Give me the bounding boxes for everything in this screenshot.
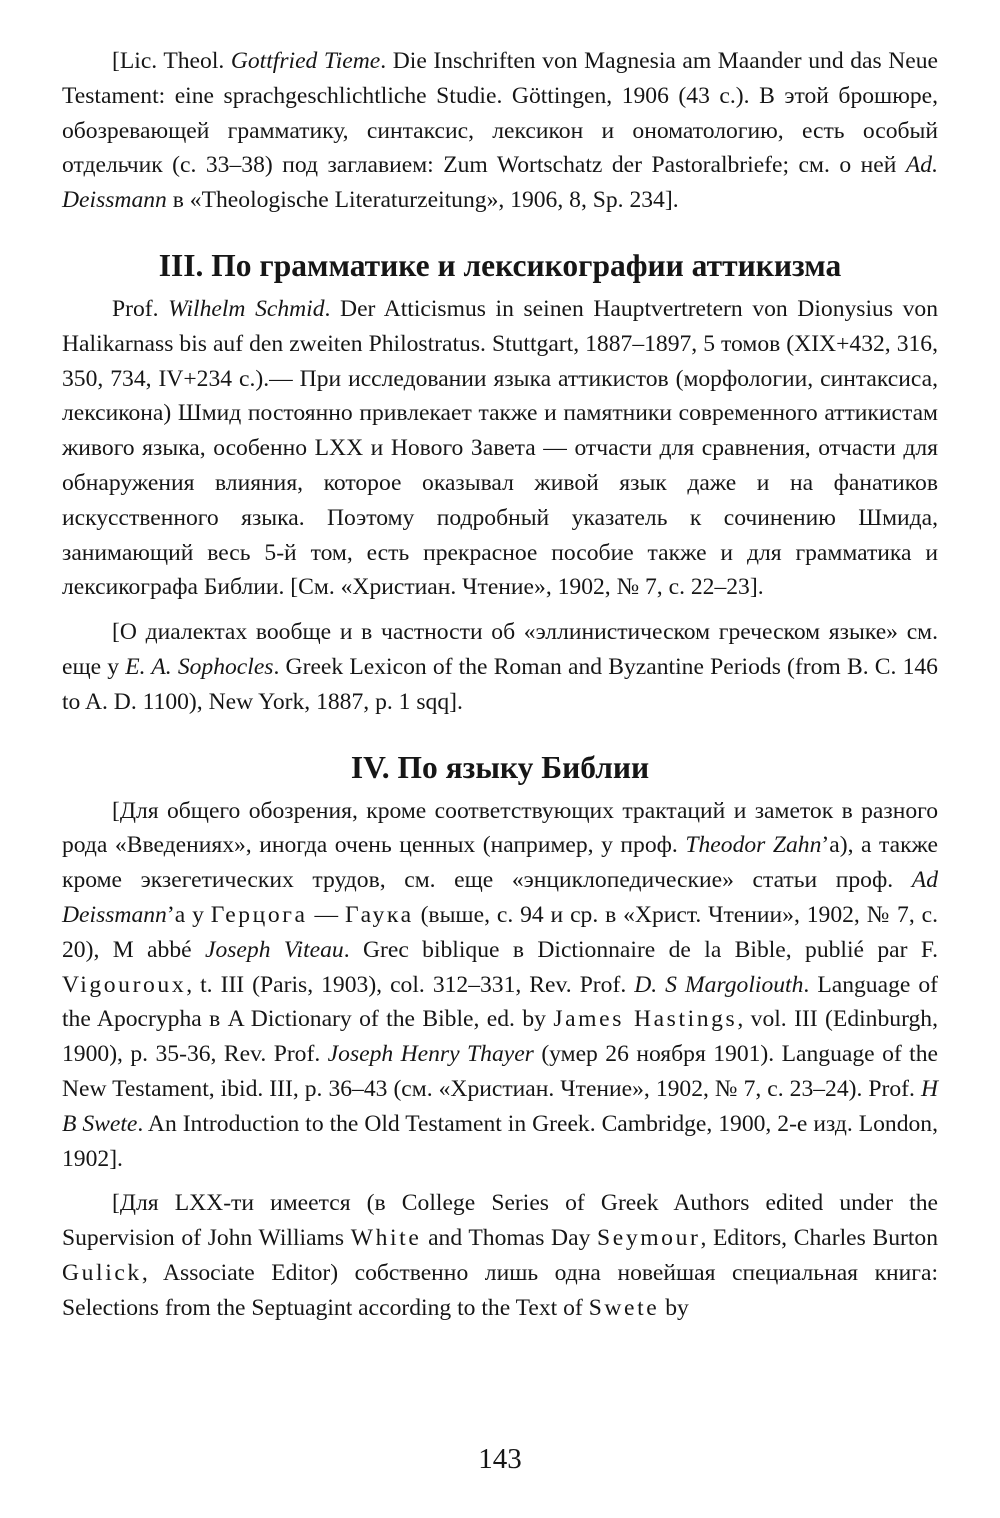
text: , Associate Editor) собственно лишь одна новейшая специальная книга: Selections from the Septuagint according to the Text of: [62, 1259, 938, 1321]
author-name: Wilhelm Schmid: [168, 295, 325, 322]
text: в «Theologische Literaturzeitung», 1906, 8, Sp. 234].: [166, 187, 679, 214]
author-name: Ad Deissmann: [62, 867, 938, 928]
text: . Grec biblique в Dictionnaire de la Bible, publié par F.: [343, 936, 938, 963]
text: (умер 26 ноября 1901). Language of the New Testament, ibid. III, p. 36–43 (см. «Христиан. Чтение», 1902, № 7, с. 23–24). Prof.: [62, 1041, 938, 1102]
paragraph-lxx-selections: [62, 1186, 938, 1325]
text: , vol. III (Edinburgh, 1900), p. 35-36, Rev. Prof.: [62, 1006, 938, 1068]
spaced-name: Vigouroux: [62, 971, 187, 998]
paragraph-schmid-atticism: [62, 292, 938, 605]
paragraph-bible-language-overview: [62, 794, 938, 1177]
spaced-name: Seymour: [597, 1225, 701, 1252]
paragraph-sophocles-dialects: [62, 615, 938, 719]
text: [Для общего обозрения, кроме соответствующих трактаций и заметок в разного рода «Введениях», иногда очень ценных (например, у проф.: [62, 797, 938, 859]
spaced-name: White: [350, 1225, 422, 1252]
text: , t. III (Paris, 1903), col. 312–331, Rev. Prof.: [186, 971, 635, 998]
author-name: Joseph Viteau: [204, 936, 344, 963]
spaced-name: James Hastings: [553, 1006, 738, 1033]
section-heading-3: III. По грамматике и лексикографии аттикизма: [158, 247, 842, 283]
text: . Der Atticismus in seinen Hauptvertretern von Dionysius von Halikarnass bis auf den zweiten Philostratus. Stuttgart, 1887–1897, 5 томов (XIX+432, 316, 350, 734, IV+234 с.).— При исследовании языка аттикистов (морфологии, синтаксиса, лексикона) Шмид постоянно привлекает также и памятники современного аттикистам живого языка, особенно LXX и Нового Завета — отчасти для сравнения, отчасти для обнаружения влияния, которое оказывал живой язык даже и на фанатиков искусственного языка. Поэтому подробный указатель к сочинению Шмида, занимающий весь 5-й том, есть прекрасное пособие также и для грамматика и лексикографа Библии. [См. «Христиан. Чтение», 1902, № 7, с. 22–23].: [62, 295, 938, 601]
text: . Die Inschriften von Magnesia am Maander und das Neue Testament: eine sprachgeschlichtliche Studie. Göttingen, 1906 (43 с.). В этой брошюре, обозревающей грамматику, синтаксис, лексикон и ономатологию, есть особый отдельчик (с. 33–38) под заглавием: Zum Wortschatz der Pastoralbriefe; см. о ней: [62, 48, 938, 179]
text: [О диалектах вообще и в частности об «эллинистическом греческом языке» см. еще у: [62, 619, 938, 680]
text: . Greek Lexicon of the Roman and Byzantine Periods (from B. C. 146 to A. D. 1100), New York, 1887, p. 1 sqq].: [62, 653, 938, 715]
author-name: H B Swete: [62, 1075, 938, 1137]
text: [Для LXX-ти имеется (в College Series of Greek Authors edited under the Supervision of John Williams: [62, 1190, 938, 1252]
author-name: Ad. Deissmann: [62, 152, 938, 214]
text: —: [307, 901, 345, 928]
paragraph-tieme-reference: [62, 44, 938, 218]
text: , Editors, Charles Burton: [700, 1225, 938, 1252]
author-name: D. S Margoliouth: [634, 971, 804, 998]
text: . An Introduction to the Old Testament in Greek. Cambridge, 1900, 2-е изд. London, 1902].: [62, 1110, 938, 1172]
text: (выше, с. 94 и ср. в «Христ. Чтении», 1902, № 7, с. 20), M abbé: [62, 901, 939, 963]
author-name: Joseph Henry Thayer: [327, 1041, 534, 1068]
text: ’а), а также кроме экзегетических трудов, см. еще «энциклопедические» статьи проф.: [62, 832, 939, 894]
text: . Language of the Apocrypha в A Dictionary of the Bible, ed. by: [62, 971, 938, 1033]
spaced-name: Gulick: [62, 1259, 142, 1286]
page-number: 143: [478, 1443, 522, 1475]
author-name: E. A. Sophocles: [125, 653, 274, 680]
author-name: Gottfried Tieme: [230, 48, 381, 74]
author-name: Theodor Zahn: [685, 832, 822, 859]
text: by: [659, 1294, 689, 1321]
text: ’а у: [166, 901, 211, 928]
text: [Lic. Theol.: [112, 48, 231, 74]
section-heading-4: IV. По языку Библии: [350, 749, 650, 785]
spaced-name: Swete: [588, 1294, 660, 1321]
spaced-name: Гаука: [345, 901, 414, 928]
text: and Thomas Day: [421, 1225, 598, 1252]
spaced-name: Герцога: [210, 901, 308, 928]
text: Prof.: [112, 295, 169, 322]
